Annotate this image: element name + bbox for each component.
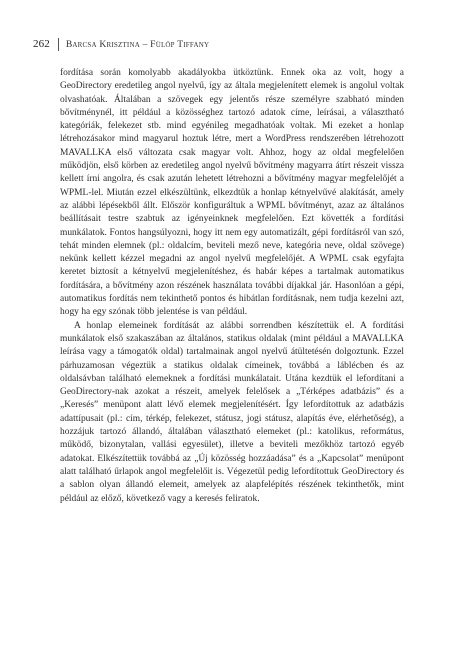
paragraph: A honlap elemeinek fordítását az alábbi sorrendben készítettük el. A fordítási munkálatok első szakaszában az általános, statikus oldalak (mint például a MAVALLKA leírása vagy a támogatók oldal) tartalmainak angol nyelvű átültetésén dolgoztunk. Ezzel párhuzamosan végeztük a statikus oldalak címeinek, továbbá a láblécben és az oldalsávban található elemeknek a fordítási munkálatait. Utána kezdtük el lefordítani a GeoDirectory-nak azokat a részeit, amelyek felelősek a „Térképes adatbázis” és a „Keresés” menüpont alatt lévő elemek megjelenítésért. Így lefordítottuk az adatbázis adattípusait (pl.: cím, térkép, felekezet, státusz, jogi státusz, alapítás éve, elérhetőség), a hozzájuk tartozó állandó, általában választható elemeket (pl.: katolikus, református, működő, bizonytalan, vallási egyesület), illetve a beviteli mezőkhöz tartozó egyéb adatokat. Elkészítettük továbbá az „Új közösség hozzáadása” és a „Kapcsolat” menüpont alatt található űrlapok angol megfelelőit is. Végezetül pedig lefordítottuk GeoDirectory és a sablon olyan állandó elemeit, amelyek az alapfelépítés részének tekinthetők, mint például az előző, következő vagy a keresés feliratok. bbox=[60, 320, 404, 504]
body-text bbox=[60, 67, 404, 506]
page-number: 262 bbox=[33, 38, 50, 50]
running-title: Barcsa Krisztina – Fülöp Tiffany bbox=[65, 38, 210, 50]
running-header bbox=[33, 36, 405, 52]
paragraph: fordítása során komolyabb akadályokba ütköztünk. Ennek oka az volt, hogy a GeoDirectory eredetileg angol nyelvű, így az általa megjelenített elemek is angolul voltak olvashatóak. Általában a szövegek egy jelentős része személyre szabható minden bővítménynél, itt például a közösséghez tartozó adatok címe, leírásai, a választható kategóriák, felekezet stb. mind egyénileg megadhatóak voltak. Mi ezeket a honlap létrehozásakor mind magyarul hoztuk létre, mert a WordPress rendszerében létrehozott MAVALLKA első változata csak magyar volt. Ahhoz, hogy az oldal megfelelően működjön, első körben az eredetileg angol nyelvű bővítmény magyarra átírt részeit vissza kellett írni angolra, és csak azután lehetett létrehozni a bővítmény magyar megfelelőjét a WPML-lel. Miután ezzel elkészültünk, elkezdtük a honlap kétnyelvűvé alakítását, amely az alábbi lépésekből állt. Először konfiguráltuk a WPML bővítményt, azaz az általános beállításait testre szabtuk az igényeinknek megfelelően. Ezt követték a fordítási munkálatok. Fontos hangsúlyozni, hogy itt nem egy automatizált, gépi fordításról van szó, tehát minden elemnek (pl.: oldalcím, beviteli mező neve, kategória neve, oldal szövege) nekünk kellett kézzel megadni az angol nyelvű megfelelőjét. A WPML csak egyfajta keretet biztosít a kétnyelvű megjelenítéshez, és habár képes a tartalmak automatikus fordítására, a bővítmény azon részének használata további díjakkal jár. Hasonlóan a gépi, automatikus fordítás nem tekinthető pontos és hibátlan fordításnak, nem tudja kezelni azt, hogy ha egy szónak több jelentése is van például. bbox=[60, 68, 404, 318]
header-divider bbox=[58, 38, 59, 51]
